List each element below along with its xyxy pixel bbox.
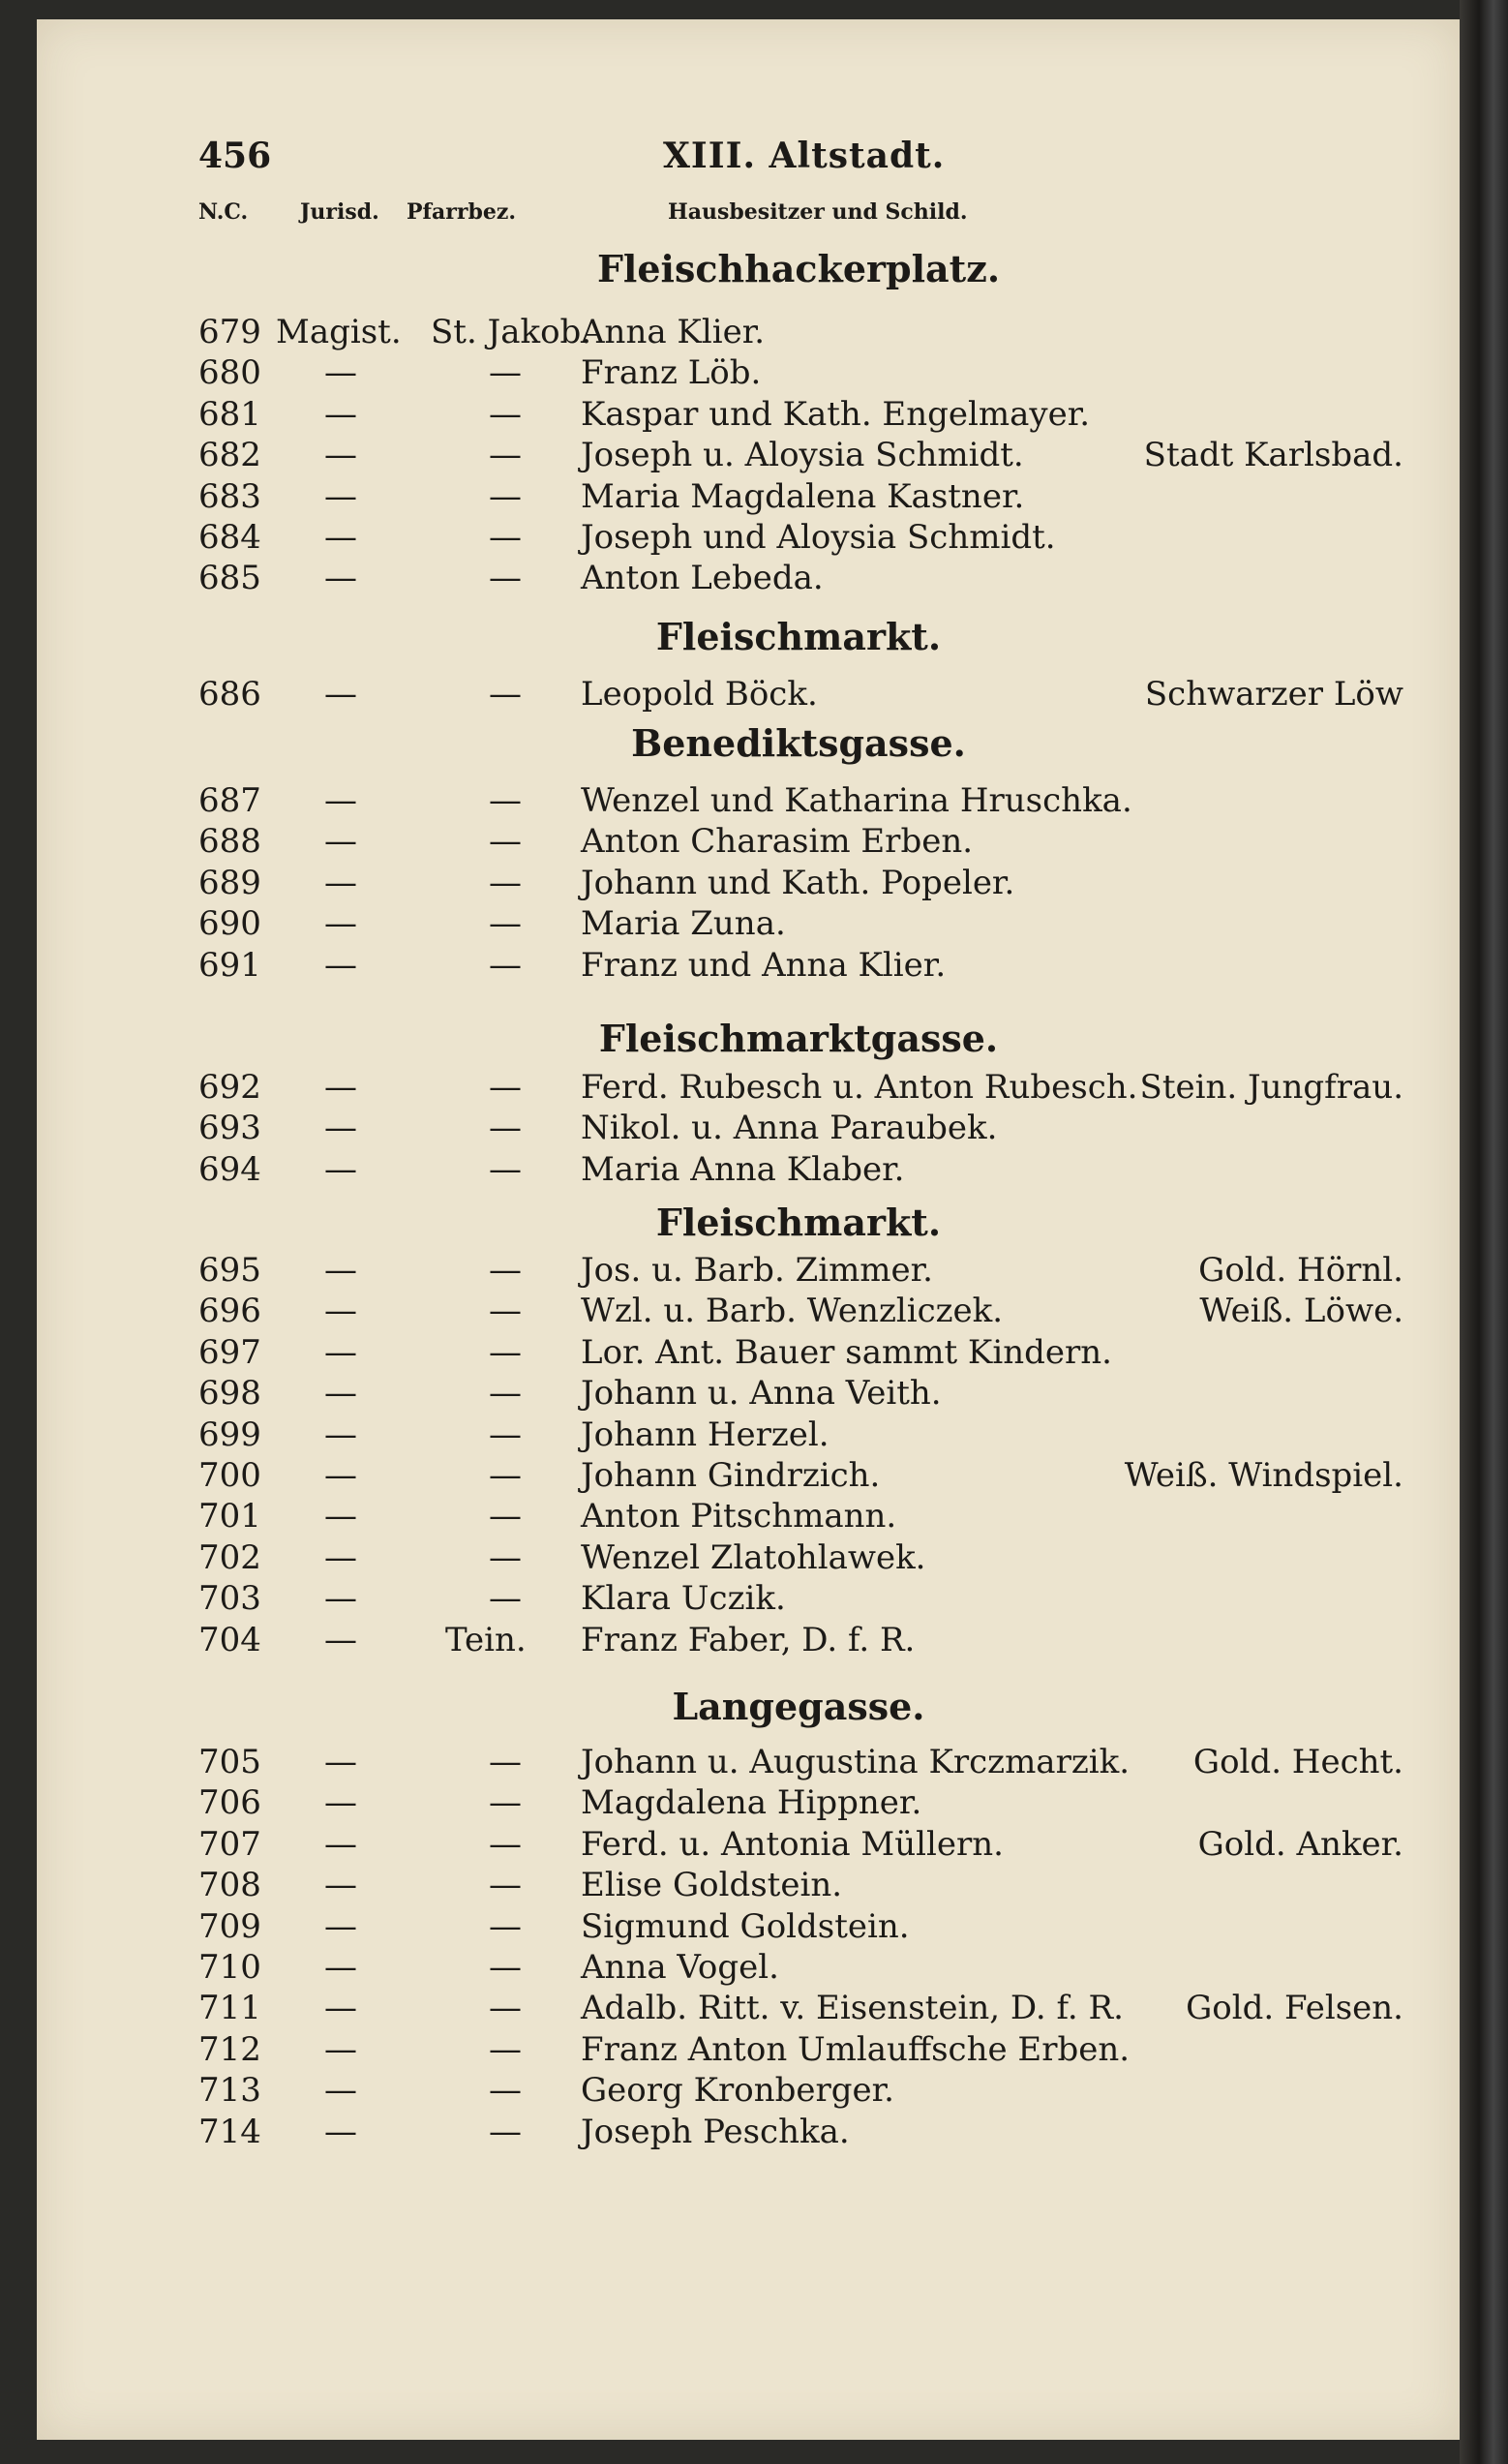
house-owner: Franz Löb. (581, 353, 762, 393)
jurisdiction: — (324, 945, 357, 985)
list-item (198, 1109, 1403, 1147)
list-item (198, 559, 1403, 597)
house-owner: Johann u. Augustina Krczmarzik. (581, 1743, 1131, 1781)
parish: — (489, 1906, 522, 1946)
house-owner: Ferd. Rubesch u. Anton Rubesch. (581, 1068, 1138, 1107)
jurisdiction: — (324, 1579, 357, 1619)
column-header-pfarrbez: Pfarrbez. (407, 199, 516, 225)
list-item (198, 1743, 1403, 1781)
column-header-nc: N.C. (198, 199, 249, 225)
jurisdiction: — (324, 1292, 357, 1331)
house-number: 699 (198, 1415, 261, 1454)
list-item (198, 822, 1403, 861)
list-item (198, 1251, 1403, 1290)
parish: — (489, 1109, 522, 1148)
list-item (198, 1579, 1403, 1618)
jurisdiction: — (324, 781, 357, 820)
house-number: 702 (198, 1537, 261, 1577)
parish: — (489, 1456, 522, 1495)
jurisdiction: — (324, 436, 357, 475)
house-owner: Wenzel Zlatohlawek. (581, 1537, 926, 1577)
house-number: 711 (198, 1989, 261, 2028)
list-item (198, 1068, 1403, 1107)
list-item (198, 1497, 1403, 1536)
list-item (198, 675, 1403, 714)
parish: — (489, 822, 522, 862)
jurisdiction: — (324, 675, 357, 714)
house-number: 713 (198, 2071, 261, 2111)
jurisdiction: — (324, 353, 357, 393)
jurisdiction: — (324, 1332, 357, 1372)
jurisdiction: — (324, 559, 357, 598)
house-owner: Joseph und Aloysia Schmidt. (581, 518, 1056, 557)
house-number: 680 (198, 353, 261, 393)
jurisdiction: — (324, 822, 357, 862)
house-owner: Maria Anna Klaber. (581, 1149, 905, 1189)
parish: — (489, 1292, 522, 1331)
house-number: 683 (198, 476, 261, 516)
house-number: 697 (198, 1332, 261, 1372)
jurisdiction: — (324, 1824, 357, 1864)
jurisdiction: — (324, 1620, 357, 1659)
column-header-jurisd: Jurisd. (300, 199, 379, 225)
house-owner: Nikol. u. Anna Paraubek. (581, 1109, 998, 1148)
house-owner: Joseph u. Aloysia Schmidt. (581, 436, 1024, 475)
house-sign: Stadt Karlsbad. (1143, 436, 1403, 475)
house-owner: Wenzel und Katharina Hruschka. (581, 781, 1132, 820)
parish: — (489, 436, 522, 475)
house-number: 705 (198, 1743, 261, 1781)
jurisdiction: — (324, 1783, 357, 1823)
house-sign: Gold. Hecht. (1192, 1743, 1403, 1781)
house-sign: Weiß. Löwe. (1199, 1292, 1403, 1331)
house-number: 693 (198, 1109, 261, 1148)
page-number: 456 (198, 136, 272, 176)
jurisdiction: — (324, 1537, 357, 1577)
house-number: 681 (198, 394, 261, 434)
house-number: 695 (198, 1251, 261, 1290)
jurisdiction: — (324, 1743, 357, 1781)
parish: — (489, 781, 522, 820)
parish: — (489, 1374, 522, 1414)
house-number: 704 (198, 1620, 261, 1659)
list-item (198, 2071, 1403, 2110)
house-number: 689 (198, 863, 261, 902)
list-item (198, 477, 1403, 516)
house-number: 690 (198, 904, 261, 944)
list-item (198, 518, 1403, 557)
parish: — (489, 476, 522, 516)
jurisdiction: — (324, 1149, 357, 1189)
house-owner: Elise Goldstein. (581, 1866, 843, 1905)
house-number: 696 (198, 1292, 261, 1331)
list-item (198, 1783, 1403, 1822)
jurisdiction: — (324, 1866, 357, 1905)
house-number: 684 (198, 518, 261, 557)
column-header-hausbesitzer: Hausbesitzer und Schild. (668, 199, 968, 225)
parish: — (489, 2029, 522, 2069)
list-item (198, 946, 1403, 985)
house-owner: Magdalena Hippner. (581, 1783, 922, 1823)
house-owner: Ferd. u. Antonia Müllern. (581, 1824, 1004, 1864)
house-number: 710 (198, 1948, 261, 1987)
house-number: 691 (198, 945, 261, 985)
house-number: 692 (198, 1068, 261, 1107)
list-item (198, 353, 1403, 392)
parish: — (489, 945, 522, 985)
house-owner: Sigmund Goldstein. (581, 1906, 910, 1946)
parish: — (489, 904, 522, 944)
house-owner: Anna Klier. (581, 313, 766, 351)
jurisdiction: — (324, 2071, 357, 2111)
house-number: 708 (198, 1866, 261, 1905)
house-owner: Anton Lebeda. (581, 559, 824, 598)
house-owner: Leopold Böck. (581, 675, 818, 714)
parish: — (489, 1415, 522, 1454)
house-number: 698 (198, 1374, 261, 1414)
parish: — (489, 1824, 522, 1864)
section-title: Fleischhackerplatz. (596, 247, 1001, 290)
section-title: Benediktsgasse. (631, 721, 966, 765)
parish: — (489, 1783, 522, 1823)
jurisdiction: — (324, 2029, 357, 2069)
house-number: 688 (198, 822, 261, 862)
parish: — (489, 1579, 522, 1619)
list-item (198, 1456, 1403, 1495)
jurisdiction: — (324, 1989, 357, 2028)
list-item (198, 781, 1403, 820)
house-number: 679 (198, 313, 261, 351)
house-number: 694 (198, 1149, 261, 1189)
parish: — (489, 675, 522, 714)
parish: — (489, 2071, 522, 2111)
house-owner: Maria Magdalena Kastner. (581, 476, 1025, 516)
parish: — (489, 2112, 522, 2151)
house-owner: Jos. u. Barb. Zimmer. (581, 1251, 933, 1290)
list-item (198, 1825, 1403, 1864)
parish: — (489, 863, 522, 902)
jurisdiction: — (324, 863, 357, 902)
section-title: Langegasse. (672, 1685, 925, 1728)
house-sign: Stein. Jungfrau. (1139, 1068, 1403, 1107)
house-number: 682 (198, 436, 261, 475)
house-owner: Franz Faber, D. f. R. (581, 1620, 916, 1659)
parish: — (489, 1866, 522, 1905)
page-title: XIII. Altstadt. (663, 136, 946, 176)
parish: — (489, 1149, 522, 1189)
parish: St. Jakob. (431, 313, 592, 351)
house-sign: Schwarzer Löw (1144, 675, 1403, 714)
book-gutter (1460, 0, 1508, 2464)
page-header (198, 136, 1399, 184)
house-number: 714 (198, 2112, 261, 2151)
house-owner: Adalb. Ritt. v. Eisenstein, D. f. R. (581, 1989, 1124, 2028)
section-title: Fleischmarkt. (655, 1201, 942, 1244)
section-title: Fleischmarkt. (655, 615, 942, 658)
list-item (198, 904, 1403, 943)
list-item (198, 1374, 1403, 1413)
parish: — (489, 1989, 522, 2028)
list-item (198, 1150, 1403, 1189)
house-number: 685 (198, 559, 261, 598)
house-owner: Johann u. Anna Veith. (581, 1374, 942, 1414)
house-number: 700 (198, 1456, 261, 1495)
house-number: 686 (198, 675, 261, 714)
jurisdiction: — (324, 518, 357, 557)
jurisdiction: — (324, 1415, 357, 1454)
list-item (198, 1415, 1403, 1454)
list-item (198, 313, 1403, 351)
list-item (198, 1333, 1403, 1372)
house-owner: Anton Charasim Erben. (581, 822, 974, 862)
list-item (198, 1538, 1403, 1577)
house-owner: Klara Uczik. (581, 1579, 786, 1619)
house-sign: Gold. Felsen. (1186, 1989, 1403, 2028)
jurisdiction: — (324, 2112, 357, 2151)
house-number: 687 (198, 781, 261, 820)
parish: — (489, 1537, 522, 1577)
parish: — (489, 1497, 522, 1536)
jurisdiction: Magist. (276, 313, 402, 351)
parish: — (489, 353, 522, 393)
parish: — (489, 1068, 522, 1107)
jurisdiction: — (324, 1948, 357, 1987)
list-item (198, 2113, 1403, 2151)
section-title: Fleischmarktgasse. (598, 1017, 999, 1060)
jurisdiction: — (324, 1109, 357, 1148)
parish: Tein. (445, 1620, 527, 1659)
list-item (198, 2030, 1403, 2069)
house-sign: Gold. Anker. (1197, 1824, 1403, 1864)
house-owner: Franz Anton Umlauffsche Erben. (581, 2029, 1131, 2069)
jurisdiction: — (324, 1456, 357, 1495)
list-item (198, 864, 1403, 902)
house-owner: Johann Herzel. (581, 1415, 829, 1454)
parish: — (489, 1948, 522, 1987)
parish: — (489, 1251, 522, 1290)
jurisdiction: — (324, 904, 357, 944)
house-number: 707 (198, 1824, 261, 1864)
list-item (198, 395, 1403, 434)
house-number: 706 (198, 1783, 261, 1823)
house-number: 709 (198, 1906, 261, 1946)
house-owner: Lor. Ant. Bauer sammt Kindern. (581, 1332, 1112, 1372)
house-owner: Wzl. u. Barb. Wenzliczek. (581, 1292, 1004, 1331)
list-item (198, 1866, 1403, 1904)
jurisdiction: — (324, 1497, 357, 1536)
jurisdiction: — (324, 1251, 357, 1290)
house-owner: Anna Vogel. (581, 1948, 779, 1987)
parish: — (489, 394, 522, 434)
jurisdiction: — (324, 476, 357, 516)
list-item (198, 1292, 1403, 1330)
house-owner: Anton Pitschmann. (581, 1497, 897, 1536)
house-owner: Franz und Anna Klier. (581, 945, 947, 985)
house-sign: Weiß. Windspiel. (1124, 1456, 1403, 1495)
parish: — (489, 559, 522, 598)
house-owner: Johann Gindrzich. (581, 1456, 881, 1495)
house-number: 712 (198, 2029, 261, 2069)
house-number: 703 (198, 1579, 261, 1619)
house-owner: Maria Zuna. (581, 904, 786, 944)
house-owner: Johann und Kath. Popeler. (581, 863, 1015, 902)
jurisdiction: — (324, 1374, 357, 1414)
house-number: 701 (198, 1497, 261, 1536)
parish: — (489, 1332, 522, 1372)
house-owner: Georg Kronberger. (581, 2071, 894, 2111)
jurisdiction: — (324, 1068, 357, 1107)
parish: — (489, 518, 522, 557)
list-item (198, 1621, 1403, 1659)
list-item (198, 1907, 1403, 1946)
column-headers (198, 199, 1399, 232)
house-sign: Gold. Hörnl. (1198, 1251, 1403, 1290)
jurisdiction: — (324, 394, 357, 434)
house-owner: Kaspar und Kath. Engelmayer. (581, 394, 1091, 434)
list-item (198, 436, 1403, 474)
parish: — (489, 1743, 522, 1781)
house-owner: Joseph Peschka. (581, 2112, 850, 2151)
jurisdiction: — (324, 1906, 357, 1946)
list-item (198, 1989, 1403, 2027)
list-item (198, 1948, 1403, 1987)
